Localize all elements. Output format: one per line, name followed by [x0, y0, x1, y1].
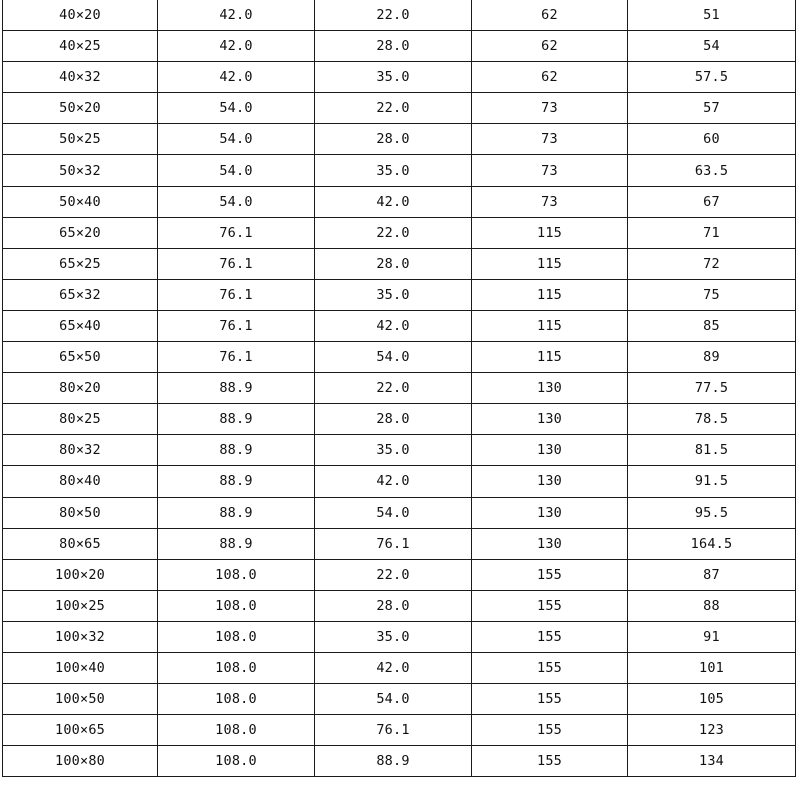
table-row	[3, 31, 796, 62]
dimension-b-cell: 35.0	[315, 621, 472, 652]
dimension-b-cell: 22.0	[315, 559, 472, 590]
dimension-d-cell: 63.5	[628, 155, 796, 186]
size-cell: 80×32	[3, 435, 158, 466]
table-row	[3, 0, 796, 31]
dimension-c-cell: 155	[472, 652, 628, 683]
dimension-c-cell: 73	[472, 124, 628, 155]
size-cell: 40×32	[3, 62, 158, 93]
dimension-d-cell: 95.5	[628, 497, 796, 528]
dimension-c-cell: 62	[472, 0, 628, 31]
table-row	[3, 715, 796, 746]
dimension-c-cell: 130	[472, 435, 628, 466]
table-row	[3, 124, 796, 155]
dimension-c-cell: 130	[472, 373, 628, 404]
dimension-b-cell: 54.0	[315, 342, 472, 373]
dimension-a-cell: 42.0	[158, 62, 315, 93]
dimension-c-cell: 155	[472, 715, 628, 746]
size-cell: 65×20	[3, 217, 158, 248]
dimension-a-cell: 42.0	[158, 31, 315, 62]
dimension-a-cell: 76.1	[158, 342, 315, 373]
dimension-b-cell: 76.1	[315, 715, 472, 746]
dimension-d-cell: 81.5	[628, 435, 796, 466]
dimension-d-cell: 60	[628, 124, 796, 155]
dimension-b-cell: 22.0	[315, 0, 472, 31]
dimension-c-cell: 115	[472, 248, 628, 279]
size-cell: 100×65	[3, 715, 158, 746]
dimension-c-cell: 115	[472, 310, 628, 341]
dimension-d-cell: 71	[628, 217, 796, 248]
size-cell: 65×32	[3, 279, 158, 310]
dimension-a-cell: 108.0	[158, 559, 315, 590]
dimension-a-cell: 88.9	[158, 373, 315, 404]
size-cell: 40×20	[3, 0, 158, 31]
size-cell: 65×25	[3, 248, 158, 279]
dimension-d-cell: 91.5	[628, 466, 796, 497]
size-cell: 80×40	[3, 466, 158, 497]
dimension-c-cell: 115	[472, 342, 628, 373]
size-cell: 100×20	[3, 559, 158, 590]
dimension-a-cell: 76.1	[158, 217, 315, 248]
table-row	[3, 93, 796, 124]
dimension-a-cell: 88.9	[158, 497, 315, 528]
dimension-b-cell: 88.9	[315, 746, 472, 777]
dimension-c-cell: 155	[472, 621, 628, 652]
dimension-a-cell: 108.0	[158, 746, 315, 777]
table-row	[3, 497, 796, 528]
dimension-b-cell: 28.0	[315, 590, 472, 621]
dimension-d-cell: 57	[628, 93, 796, 124]
dimension-a-cell: 76.1	[158, 248, 315, 279]
dimension-b-cell: 28.0	[315, 248, 472, 279]
size-cell: 65×40	[3, 310, 158, 341]
dimension-d-cell: 87	[628, 559, 796, 590]
size-cell: 80×65	[3, 528, 158, 559]
dimension-c-cell: 73	[472, 186, 628, 217]
dimension-d-cell: 101	[628, 652, 796, 683]
table-row	[3, 373, 796, 404]
size-cell: 80×50	[3, 497, 158, 528]
dimension-d-cell: 85	[628, 310, 796, 341]
dimension-a-cell: 88.9	[158, 466, 315, 497]
size-cell: 65×50	[3, 342, 158, 373]
table-row	[3, 342, 796, 373]
dimension-b-cell: 42.0	[315, 466, 472, 497]
dimension-d-cell: 67	[628, 186, 796, 217]
table-row	[3, 652, 796, 683]
dimension-a-cell: 76.1	[158, 310, 315, 341]
dimension-d-cell: 51	[628, 0, 796, 31]
dimension-a-cell: 54.0	[158, 124, 315, 155]
dimension-b-cell: 42.0	[315, 652, 472, 683]
table-row	[3, 621, 796, 652]
dimension-d-cell: 88	[628, 590, 796, 621]
dimension-c-cell: 130	[472, 497, 628, 528]
table-row	[3, 404, 796, 435]
dimension-c-cell: 73	[472, 155, 628, 186]
size-cell: 80×20	[3, 373, 158, 404]
dimension-a-cell: 108.0	[158, 621, 315, 652]
table-row	[3, 248, 796, 279]
dimension-b-cell: 22.0	[315, 373, 472, 404]
size-cell: 50×32	[3, 155, 158, 186]
dimension-a-cell: 88.9	[158, 528, 315, 559]
table-row	[3, 528, 796, 559]
dimension-b-cell: 22.0	[315, 93, 472, 124]
table-row	[3, 435, 796, 466]
table-body	[3, 0, 796, 777]
dimension-d-cell: 105	[628, 684, 796, 715]
dimension-b-cell: 54.0	[315, 684, 472, 715]
dimension-b-cell: 35.0	[315, 279, 472, 310]
dimension-c-cell: 115	[472, 217, 628, 248]
dimension-d-cell: 89	[628, 342, 796, 373]
dimension-c-cell: 62	[472, 31, 628, 62]
table-row	[3, 590, 796, 621]
dimension-c-cell: 62	[472, 62, 628, 93]
table-row	[3, 746, 796, 777]
dimension-a-cell: 54.0	[158, 186, 315, 217]
dimension-d-cell: 123	[628, 715, 796, 746]
dimension-d-cell: 77.5	[628, 373, 796, 404]
dimension-a-cell: 76.1	[158, 279, 315, 310]
size-cell: 50×20	[3, 93, 158, 124]
dimension-b-cell: 28.0	[315, 404, 472, 435]
size-cell: 50×40	[3, 186, 158, 217]
dimension-a-cell: 108.0	[158, 590, 315, 621]
table-row	[3, 62, 796, 93]
size-cell: 100×32	[3, 621, 158, 652]
dimension-d-cell: 91	[628, 621, 796, 652]
size-cell: 100×80	[3, 746, 158, 777]
dimension-d-cell: 57.5	[628, 62, 796, 93]
size-cell: 80×25	[3, 404, 158, 435]
dimension-d-cell: 134	[628, 746, 796, 777]
dimension-d-cell: 75	[628, 279, 796, 310]
dimension-a-cell: 42.0	[158, 0, 315, 31]
table-row	[3, 559, 796, 590]
dimension-b-cell: 54.0	[315, 497, 472, 528]
size-cell: 100×40	[3, 652, 158, 683]
dimension-c-cell: 155	[472, 684, 628, 715]
dimension-b-cell: 28.0	[315, 124, 472, 155]
size-cell: 100×25	[3, 590, 158, 621]
table-row	[3, 310, 796, 341]
dimension-a-cell: 108.0	[158, 652, 315, 683]
dimension-d-cell: 72	[628, 248, 796, 279]
dimension-a-cell: 88.9	[158, 404, 315, 435]
dimension-b-cell: 76.1	[315, 528, 472, 559]
table-row	[3, 186, 796, 217]
dimension-b-cell: 28.0	[315, 31, 472, 62]
dimension-b-cell: 35.0	[315, 435, 472, 466]
dimension-a-cell: 54.0	[158, 93, 315, 124]
dimension-c-cell: 130	[472, 528, 628, 559]
dimension-b-cell: 22.0	[315, 217, 472, 248]
dimension-d-cell: 164.5	[628, 528, 796, 559]
dimension-c-cell: 115	[472, 279, 628, 310]
table-row	[3, 155, 796, 186]
dimension-c-cell: 155	[472, 746, 628, 777]
dimension-a-cell: 88.9	[158, 435, 315, 466]
dimension-table	[2, 0, 796, 777]
dimension-b-cell: 42.0	[315, 186, 472, 217]
size-cell: 100×50	[3, 684, 158, 715]
table-row	[3, 466, 796, 497]
size-cell: 40×25	[3, 31, 158, 62]
dimension-a-cell: 54.0	[158, 155, 315, 186]
dimension-d-cell: 78.5	[628, 404, 796, 435]
dimension-c-cell: 130	[472, 466, 628, 497]
table-row	[3, 279, 796, 310]
dimension-c-cell: 130	[472, 404, 628, 435]
dimension-d-cell: 54	[628, 31, 796, 62]
size-cell: 50×25	[3, 124, 158, 155]
dimension-b-cell: 35.0	[315, 62, 472, 93]
dimension-a-cell: 108.0	[158, 715, 315, 746]
dimension-b-cell: 42.0	[315, 310, 472, 341]
table-row	[3, 684, 796, 715]
dimension-c-cell: 73	[472, 93, 628, 124]
dimension-a-cell: 108.0	[158, 684, 315, 715]
dimension-c-cell: 155	[472, 559, 628, 590]
dimension-b-cell: 35.0	[315, 155, 472, 186]
dimension-c-cell: 155	[472, 590, 628, 621]
table-row	[3, 217, 796, 248]
